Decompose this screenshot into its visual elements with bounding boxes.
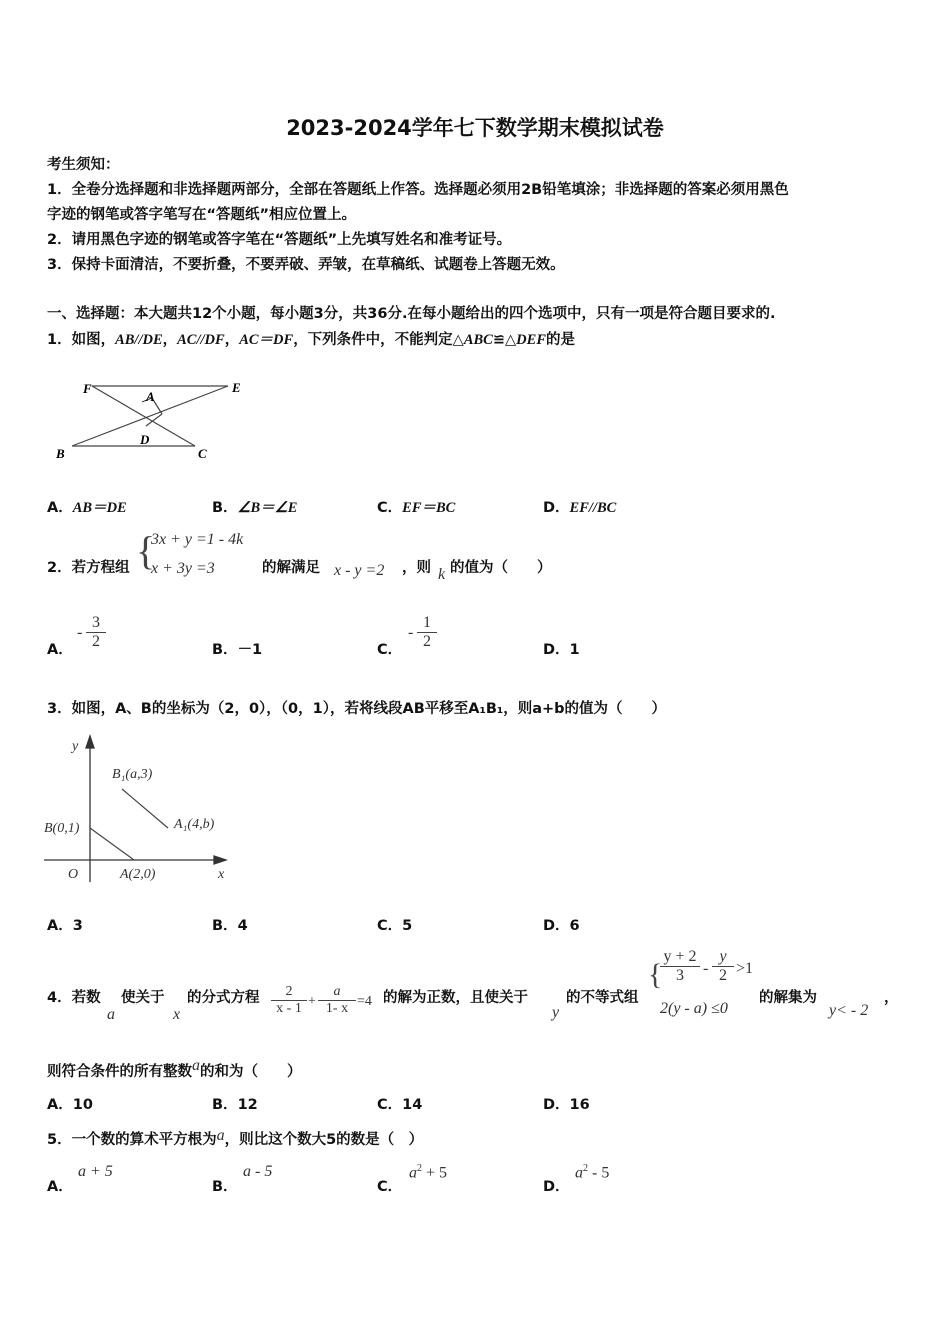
option-letter: B． [212,642,238,658]
fraction-denominator: 2 [423,633,431,650]
q4-fraction-1 [271,984,307,1017]
page-title: 2023-2024学年七下数学期末模拟试卷 [286,116,664,140]
fraction-numerator: y [712,948,734,967]
fraction-numerator: 1 [417,614,437,633]
q4-ineq-fraction-1 [660,948,700,985]
q4-ineq-fraction-2 [712,948,734,985]
option-letter: B． [212,918,238,934]
q2-equation-2: x + 3y =3 [151,560,215,577]
option-letter: D． [543,918,570,934]
q3-label-y: y [72,739,79,754]
q4-ineq-minus: - [703,960,709,977]
q1-option-b[interactable] [212,496,297,517]
q3-option-c[interactable] [377,914,412,935]
fraction-denominator: x - 1 [276,1001,302,1016]
option-letter: C． [377,918,403,934]
option-text: －1 [237,642,263,658]
q1-middle: ，下列条件中，不能判定△ [293,332,464,348]
q4-text-5: 的不等式组 [566,990,639,1006]
expr-base: a [409,1164,417,1182]
q1-label-b: B [56,446,65,461]
q5-text-1: 5．一个数的算术平方根为 [47,1132,217,1148]
fraction-denominator: 1- x [325,1001,349,1016]
fraction-denominator: 3 [676,967,684,984]
fraction-denominator: 2 [92,633,100,650]
q2-suffix: 的值为（ ） [450,560,552,576]
notice-line-1b: 字迹的钢笔或答字笔写在“答题纸”相应位置上。 [47,207,357,223]
q1-cond-1: AB//DE [115,332,163,348]
q5-option-b-expr: a - 5 [243,1163,273,1180]
option-letter: B． [212,1179,238,1195]
q2-option-c[interactable] [377,638,402,659]
q4-inequality-2: 2(y - a) ≤0 [660,1000,728,1017]
option-text: 3 [72,918,83,934]
option-letter: D． [543,1179,570,1195]
fraction-denominator: 2 [719,967,727,984]
q4-text-4: 的解为正数，且使关于 [383,990,528,1006]
q1-sep-2: ， [224,332,240,348]
option-text: EF＝BC [402,500,456,516]
q1-triangle-1: ABC [463,332,493,348]
option-letter: A． [47,1097,73,1113]
option-letter: B． [212,500,238,516]
option-text: AB＝DE [72,500,127,516]
option-text: 10 [72,1097,93,1113]
q2-then: ，则 [402,560,431,576]
option-text: 1 [569,642,580,658]
notice-line-1a: 1．全卷分选择题和非选择题两部分，全部在答题纸上作答。选择题必须用2B铅笔填涂；非选择题的答案必须用黑色 [47,182,789,198]
q4-comma: ， [884,990,899,1006]
q4-text-3: 的分式方程 [187,990,260,1006]
q5-option-b[interactable] [212,1175,238,1196]
option-letter: C． [377,642,403,658]
q2-system-brace: { [136,528,156,573]
q2-option-a[interactable] [47,638,73,659]
option-text: 14 [402,1097,423,1113]
fraction-numerator: y + 2 [660,948,700,967]
option-letter: B． [212,1097,238,1113]
q2-mid: 的解满足 [262,560,320,576]
option-letter: C． [377,1179,403,1195]
q4-var-x: x [173,1006,181,1023]
option-letter: A． [47,1179,73,1195]
option-text: 6 [569,918,580,934]
q4-text-2: 使关于 [121,990,165,1006]
q2-variable: k [438,566,446,583]
q4-var-a-2: a [192,1057,200,1074]
q4-fraction-2 [318,984,356,1017]
q4-option-a[interactable] [47,1093,93,1114]
q1-option-c[interactable] [377,496,455,517]
q5-option-a-expr: a + 5 [78,1163,113,1180]
q5-option-a[interactable] [47,1175,73,1196]
q1-option-a[interactable] [47,496,127,517]
q2-option-a-fraction [86,614,106,651]
notice-line-3: 3．保持卡面清洁，不要折叠，不要弄破、弄皱，在草稿纸、试题卷上答题无效。 [47,257,565,273]
expr-base: a [575,1164,583,1182]
option-text: 4 [237,918,248,934]
q3-option-b[interactable] [212,914,248,935]
notice-heading: 考生须知： [47,157,120,173]
option-text: 12 [237,1097,258,1113]
q4-line-2b: 的和为（ ） [200,1064,302,1080]
q4-ineq-rhs: >1 [736,960,754,977]
q5-option-c-expr [409,1163,447,1182]
notice-line-2: 2．请用黑色字迹的钢笔或答字笔在“答题纸”上先填写姓名和准考证号。 [47,232,512,248]
q2-option-c-sign: - [408,624,414,641]
q3-label-a: A(2,0) [120,867,156,882]
q1-sep-1: ， [162,332,178,348]
q2-condition: x - y =2 [334,562,385,579]
q1-option-d[interactable] [543,496,616,517]
q2-option-b[interactable] [212,638,262,659]
q2-option-c-fraction [417,614,437,651]
option-letter: D． [543,642,570,658]
q4-line-2 [47,1057,302,1081]
q1-suffix: 的是 [546,332,575,348]
fraction-numerator: 2 [271,984,307,1001]
option-letter: C． [377,500,403,516]
q5-option-d[interactable] [543,1175,570,1196]
q3-label-o: O [68,867,79,882]
expr-exponent: 2 [417,1163,422,1174]
q2-option-a-sign: - [77,624,83,641]
q5-option-d-expr [575,1163,609,1182]
q1-label-f: F [83,381,92,396]
q2-option-d[interactable] [543,638,580,659]
fraction-numerator: 3 [86,614,106,633]
q1-label-c: C [198,446,207,461]
q1-label-d: D [140,432,150,447]
q3-label-x: x [218,867,225,882]
q4-var-a: a [107,1006,115,1023]
q3-option-d[interactable] [543,914,580,935]
option-text: EF//BC [569,500,617,516]
q5-text-2: ，则比这个数大5的数是（ ） [224,1132,424,1148]
fraction-numerator: a [318,984,356,1001]
q1-label-e: E [232,380,241,395]
q4-solution: y< - 2 [829,1002,869,1019]
expr-exponent: 2 [583,1163,588,1174]
question-1-stem [47,328,575,349]
option-text: ∠B＝∠E [237,500,298,516]
q1-prefix: 1．如图， [47,332,116,348]
option-text: 16 [569,1097,590,1113]
option-letter: D． [543,1097,570,1113]
q4-option-c[interactable] [377,1093,422,1114]
q1-figure [50,372,260,467]
q3-label-b: B(0,1) [44,821,80,836]
option-letter: C． [377,1097,403,1113]
q4-text-6: 的解集为 [759,990,817,1006]
q4-line-2a: 则符合条件的所有整数 [47,1064,192,1080]
q1-cond-3: AC＝DF [239,332,294,348]
section-heading: 一、选择题：本大题共12个小题，每小题3分，共36分.在每小题给出的四个选项中，只有一项是符合题目要求的. [47,306,776,322]
q1-congruent: ≌△ [492,332,517,348]
q1-triangle-2: DEF [516,332,546,348]
q4-plus: + [308,994,316,1009]
option-letter: A． [47,918,73,934]
option-letter: D． [543,500,570,516]
q1-label-a: A [146,389,155,404]
q5-option-c[interactable] [377,1175,402,1196]
q1-cond-2: AC//DF [177,332,225,348]
question-5-stem [47,1128,423,1149]
q2-equation-1: 3x + y =1 - 4k [151,531,244,548]
q4-system-brace: { [648,958,663,991]
q2-prefix: 2．若方程组 [47,560,130,576]
question-3-stem: 3．如图，A、B的坐标为（2，0），（0，1），若将线段AB平移至A₁B₁，则a+b的值为（ ） [47,701,667,717]
expr-rest: + 5 [422,1164,448,1182]
q4-text-1: 4．若数 [47,990,101,1006]
q4-equals: =4 [357,994,372,1009]
q3-label-a1: A₁(4,b) [174,817,215,832]
q4-option-d[interactable] [543,1093,590,1114]
option-letter: A． [47,500,73,516]
q4-var-y: y [552,1004,560,1021]
q3-option-a[interactable] [47,914,83,935]
q3-label-b1: B₁(a,3) [112,767,153,782]
q5-var-a: a [216,1127,225,1144]
expr-rest: - 5 [588,1164,610,1182]
q4-option-b[interactable] [212,1093,258,1114]
option-text: 5 [402,918,413,934]
option-letter: A． [47,642,73,658]
q3-figure [40,732,240,887]
